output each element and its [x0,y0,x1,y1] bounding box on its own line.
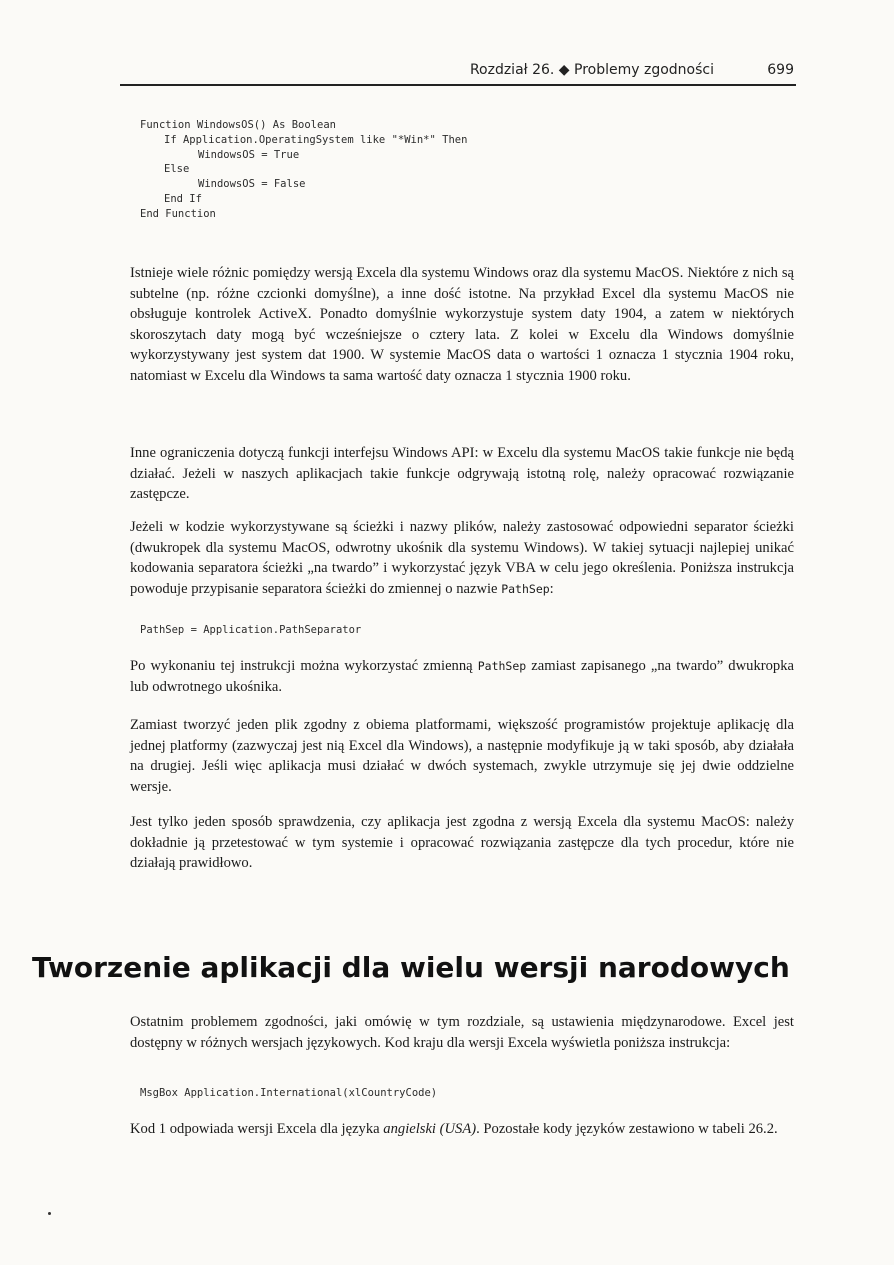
page-number: 699 [767,62,794,78]
code-line: PathSep = Application.PathSeparator [140,624,362,636]
paragraph-pathsep-usage [130,656,794,697]
code-line: End Function [140,207,216,220]
code-line: Else [164,163,190,176]
emphasis-text: angielski (USA) [383,1121,477,1137]
code-line: End If [164,192,202,205]
paragraph-text: Kod 1 odpowiada wersji Excela dla języka [130,1121,380,1137]
paragraph-text: zamiast zapisanego „na twardo” dwukropka lub odwrotnego ukośnika. [130,658,794,695]
paragraph-windows-api: Inne ograniczenia dotyczą funkcji interfejsu Windows API: w Excelu dla systemu MacOS takie funkcje nie będą działać. Jeżeli w naszych aplikacjach takie funkcje odgrywają istotną rolę, należy opracować rozwiązanie zastępcze. [130,445,794,502]
inline-code: PathSep [477,659,527,673]
code-block-country-code [140,1086,437,1101]
code-line: WindowsOS = True [198,148,300,161]
scan-speck [48,1212,51,1215]
code-line: WindowsOS = False [198,178,306,191]
inline-code: PathSep [501,581,550,596]
paragraph-language-codes [130,1119,794,1140]
chapter-title: Rozdział 26. ◆ Problemy zgodności [469,62,714,78]
code-line: MsgBox Application.International(xlCountryCode) [140,1087,438,1099]
paragraph-text: : [549,580,554,597]
paragraph-path-separator [130,517,794,599]
code-line: If Application.OperatingSystem like "*Win*" Then [164,133,468,146]
code-block-windows-os [140,118,467,222]
code-line: Function WindowsOS() As Boolean [140,119,336,131]
paragraph-text: . Pozostałe kody języków zestawiono w tabeli 26.2. [476,1121,778,1137]
paragraph-two-versions: Zamiast tworzyć jeden plik zgodny z obiema platformami, większość programistów projektuje aplikację dla jednej platformy (zazwyczaj jest nią Excel dla Windows), a następnie modyfikuje ją w taki sposób, aby działała na drugiej. Jeśli więc aplikacja musi działać w dwóch systemach, zwykle utrzymuje się jej dwie oddzielne wersje. [130,717,794,795]
paragraph-text: Po wykonaniu tej instrukcji można wykorzystać zmienną [130,658,473,674]
paragraph-international: Ostatnim problemem zgodności, jaki omówię w tym rozdziale, są ustawienia międzynarodowe. Excel jest dostępny w różnych wersjach językowych. Kod kraju dla wersji Excela wyświetla poniższa instrukcja: [130,1014,794,1051]
running-header [120,52,796,86]
code-block-path-separator [140,623,361,638]
paragraph-testing: Jest tylko jeden sposób sprawdzenia, czy aplikacja jest zgodna z wersją Excela dla systemu MacOS: należy dokładnie ją przetestować w tym systemie i opracować rozwiązania zastępcze dla tych procedur, które nie działają prawidłowo. [130,814,794,871]
section-heading: Tworzenie aplikacji dla wielu wersji narodowych [32,951,790,984]
paragraph-mac-differences: Istnieje wiele różnic pomiędzy wersją Excela dla systemu Windows oraz dla systemu MacOS. Niektóre z nich są subtelne (np. różne czcionki domyślne), a inne dość istotne. Na przykład Excel dla systemu MacOS nie obsługuje kontrolek ActiveX. Ponadto domyślnie wykorzystuje system daty 1904, a zatem w niektórych skoroszytach daty mogą być wcześniejsze o cztery lata. Z kolei w Excelu dla Windows domyślnie wykorzystywany jest system dat 1900. W systemie MacOS data o wartości 1 oznacza 1 stycznia 1904 roku, natomiast w Excelu dla Windows ta sama wartość daty oznacza 1 stycznia 1900 roku. [130,265,794,384]
paragraph-text: Jeżeli w kodzie wykorzystywane są ścieżki i nazwy plików, należy zastosować odpowiedni separator ścieżki (dwukropek dla systemu MacOS, odwrotny ukośnik dla systemu Windows). W takiej sytuacji najlepiej unikać kodowania separatora ścieżki „na twardo” i wykorzystać język VBA w celu jego określenia. Poniższa instrukcja powoduje przypisanie separatora ścieżki do zmiennej o nazwie [130,519,794,597]
